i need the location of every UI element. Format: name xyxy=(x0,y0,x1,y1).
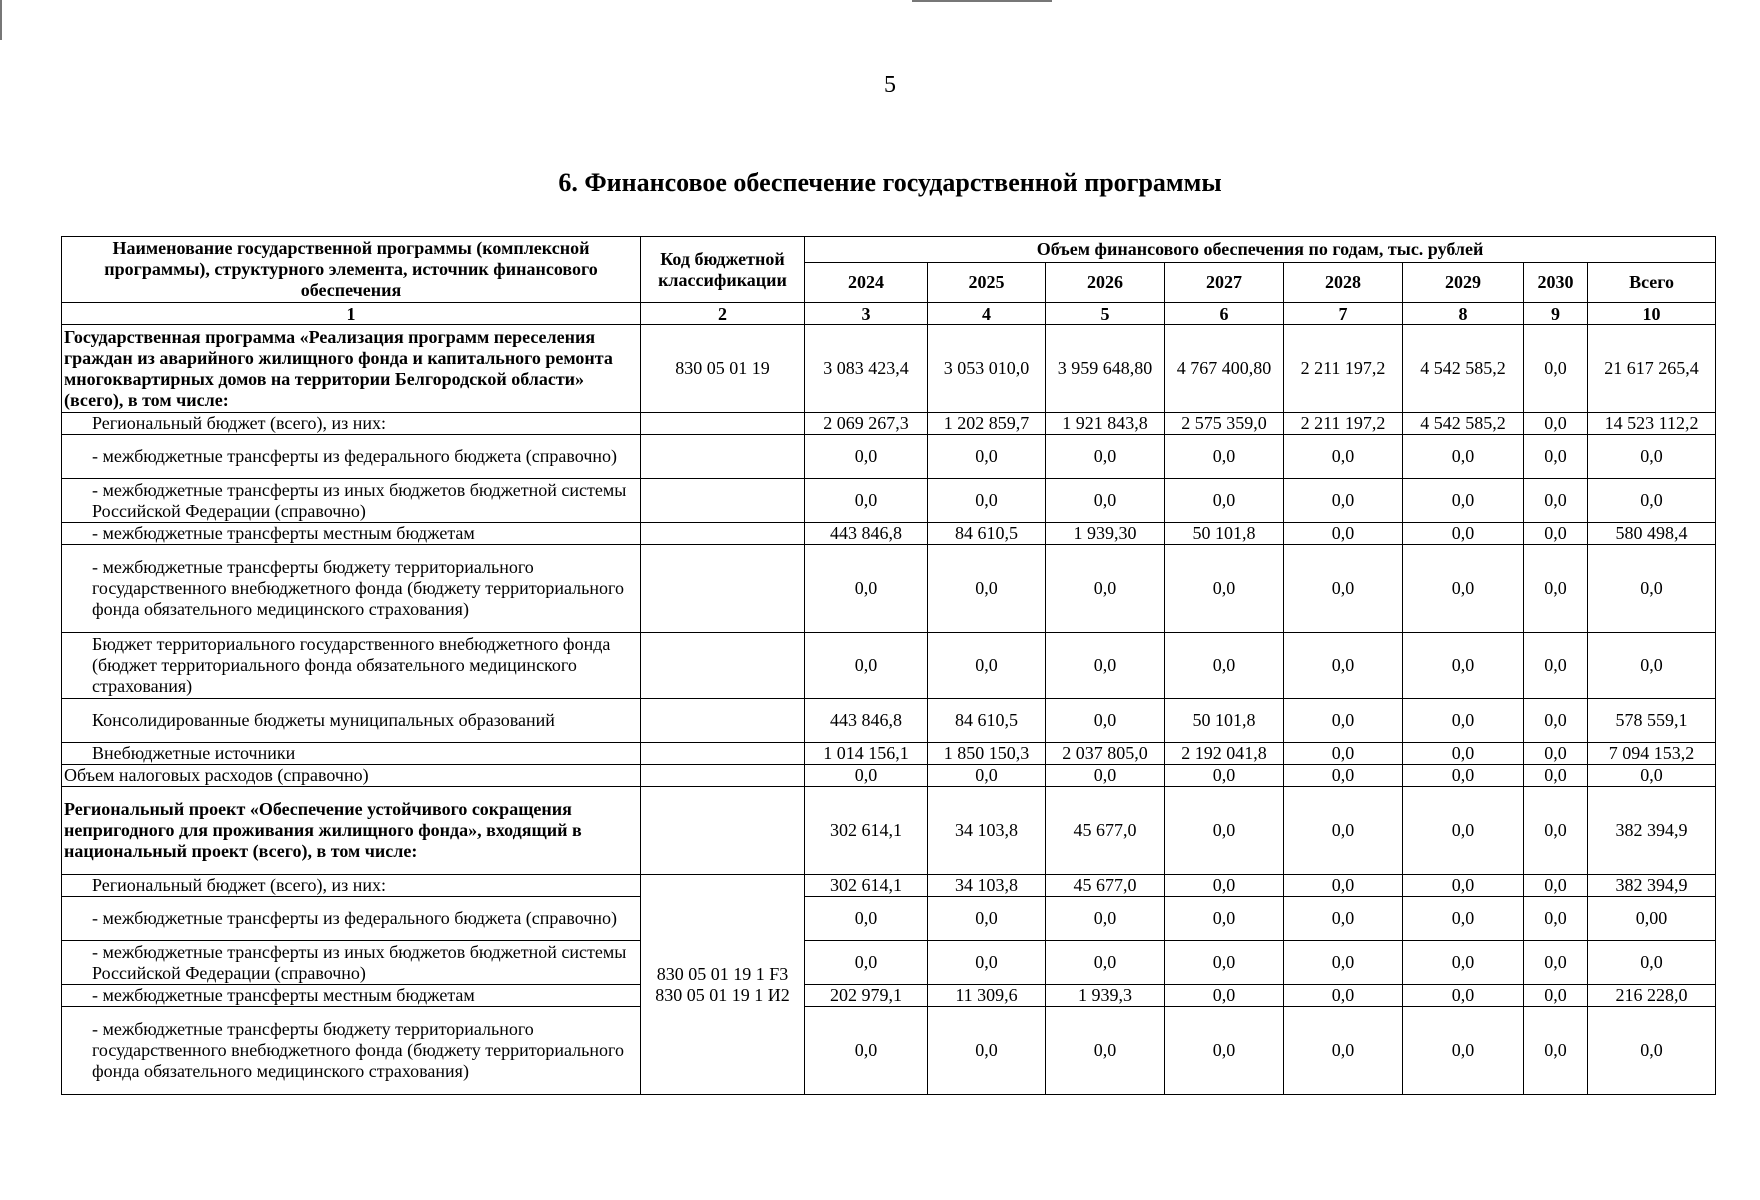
row-total: 0,00 xyxy=(1588,897,1716,941)
table-row xyxy=(62,897,1716,941)
section-title: 6. Финансовое обеспечение государственной программы xyxy=(558,168,1222,197)
table-row xyxy=(62,743,1716,765)
row-value: 0,0 xyxy=(1165,985,1284,1007)
row-value: 0,0 xyxy=(1046,941,1165,985)
row-value: 0,0 xyxy=(1524,1007,1588,1095)
row-value: 0,0 xyxy=(1403,699,1524,743)
row-value: 34 103,8 xyxy=(928,875,1046,897)
header-year: 2027 xyxy=(1165,263,1284,303)
row-name: - межбюджетные трансферты из иных бюджетов бюджетной системы Российской Федерации (справочно) xyxy=(62,479,641,523)
row-value: 0,0 xyxy=(1284,479,1403,523)
row-value: 0,0 xyxy=(1284,699,1403,743)
row-value: 0,0 xyxy=(1524,633,1588,699)
row-name: Бюджет территориального государственного внебюджетного фонда (бюджет территориального фонда обязательного медицинского страхования) xyxy=(62,633,641,699)
row-value: 0,0 xyxy=(1046,435,1165,479)
row-value: 0,0 xyxy=(1165,545,1284,633)
row-code xyxy=(641,435,805,479)
row-value: 0,0 xyxy=(1524,765,1588,787)
column-index: 2 xyxy=(641,303,805,325)
row-value: 0,0 xyxy=(1046,633,1165,699)
financial-table xyxy=(61,236,1716,1095)
row-value: 0,0 xyxy=(1524,545,1588,633)
row-value: 4 542 585,2 xyxy=(1403,325,1524,413)
row-name: - межбюджетные трансферты бюджету территориального государственного внебюджетного фонда (бюджету территориального фонда обязательного медицинского страхования) xyxy=(62,1007,641,1095)
row-value: 302 614,1 xyxy=(805,787,928,875)
row-code xyxy=(641,743,805,765)
row-code xyxy=(641,545,805,633)
row-value: 443 846,8 xyxy=(805,523,928,545)
row-value: 1 939,30 xyxy=(1046,523,1165,545)
row-value: 0,0 xyxy=(1046,545,1165,633)
row-value: 0,0 xyxy=(1403,941,1524,985)
row-value: 2 037 805,0 xyxy=(1046,743,1165,765)
header-volume-column: Объем финансового обеспечения по годам, тыс. рублей xyxy=(805,237,1716,263)
row-name: - межбюджетные трансферты из иных бюджетов бюджетной системы Российской Федерации (справочно) xyxy=(62,941,641,985)
row-value: 0,0 xyxy=(928,765,1046,787)
row-code: 830 05 01 19 xyxy=(641,325,805,413)
table-row xyxy=(62,435,1716,479)
row-total: 7 094 153,2 xyxy=(1588,743,1716,765)
row-name: Объем налоговых расходов (справочно) xyxy=(62,765,641,787)
row-total: 0,0 xyxy=(1588,941,1716,985)
row-value: 84 610,5 xyxy=(928,699,1046,743)
row-total: 580 498,4 xyxy=(1588,523,1716,545)
row-value: 0,0 xyxy=(1165,633,1284,699)
budget-code: 830 05 01 19 1 И2 xyxy=(655,984,790,1005)
table-body xyxy=(62,325,1716,1095)
row-total: 0,0 xyxy=(1588,1007,1716,1095)
column-index: 9 xyxy=(1524,303,1588,325)
row-value: 0,0 xyxy=(1046,765,1165,787)
row-value: 45 677,0 xyxy=(1046,875,1165,897)
row-value: 0,0 xyxy=(928,435,1046,479)
column-index: 10 xyxy=(1588,303,1716,325)
row-value: 0,0 xyxy=(1524,787,1588,875)
row-code xyxy=(641,523,805,545)
row-name: Государственная программа «Реализация программ переселения граждан из аварийного жилищного фонда и капитального ремонта многоквартирных домов на территории Белгородской области» (всего), в том числе: xyxy=(62,325,641,413)
row-value: 0,0 xyxy=(1284,787,1403,875)
row-name: - межбюджетные трансферты бюджету территориального государственного внебюджетного фонда (бюджету территориального фонда обязательного медицинского страхования) xyxy=(62,545,641,633)
table-row xyxy=(62,787,1716,875)
row-value: 2 575 359,0 xyxy=(1165,413,1284,435)
row-value: 0,0 xyxy=(1165,875,1284,897)
row-value: 0,0 xyxy=(805,545,928,633)
row-name: Региональный проект «Обеспечение устойчивого сокращения непригодного для проживания жилищного фонда», входящий в национальный проект (всего), в том числе: xyxy=(62,787,641,875)
row-value: 1 939,3 xyxy=(1046,985,1165,1007)
row-value: 0,0 xyxy=(1403,765,1524,787)
page-number: 5 xyxy=(884,72,896,98)
row-value: 0,0 xyxy=(1284,523,1403,545)
row-value: 3 083 423,4 xyxy=(805,325,928,413)
row-value: 0,0 xyxy=(805,1007,928,1095)
table-row xyxy=(62,523,1716,545)
row-value: 0,0 xyxy=(1524,479,1588,523)
budget-code: 830 05 01 19 1 F3 xyxy=(656,963,789,984)
row-value: 0,0 xyxy=(1524,413,1588,435)
row-value: 0,0 xyxy=(1524,897,1588,941)
row-name: Региональный бюджет (всего), из них: xyxy=(62,413,641,435)
row-value: 1 921 843,8 xyxy=(1046,413,1165,435)
header-year: 2025 xyxy=(928,263,1046,303)
row-value: 0,0 xyxy=(805,479,928,523)
row-value: 0,0 xyxy=(928,479,1046,523)
row-value: 0,0 xyxy=(1284,941,1403,985)
row-value: 1 850 150,3 xyxy=(928,743,1046,765)
row-value: 0,0 xyxy=(1284,875,1403,897)
row-value: 0,0 xyxy=(1403,897,1524,941)
row-value: 2 211 197,2 xyxy=(1284,325,1403,413)
row-code xyxy=(641,699,805,743)
row-value: 0,0 xyxy=(1284,985,1403,1007)
row-total: 216 228,0 xyxy=(1588,985,1716,1007)
header-year: 2029 xyxy=(1403,263,1524,303)
row-name: Консолидированные бюджеты муниципальных образований xyxy=(62,699,641,743)
row-value: 0,0 xyxy=(1284,545,1403,633)
row-value: 50 101,8 xyxy=(1165,699,1284,743)
row-total: 578 559,1 xyxy=(1588,699,1716,743)
row-value: 0,0 xyxy=(1165,479,1284,523)
table-row xyxy=(62,479,1716,523)
row-value: 34 103,8 xyxy=(928,787,1046,875)
row-value: 0,0 xyxy=(1046,699,1165,743)
row-total: 0,0 xyxy=(1588,633,1716,699)
row-value: 0,0 xyxy=(1524,985,1588,1007)
table-row xyxy=(62,413,1716,435)
row-value: 0,0 xyxy=(1046,479,1165,523)
row-value: 2 192 041,8 xyxy=(1165,743,1284,765)
row-total: 14 523 112,2 xyxy=(1588,413,1716,435)
row-value: 0,0 xyxy=(1403,743,1524,765)
row-value: 0,0 xyxy=(1165,897,1284,941)
row-code xyxy=(641,787,805,875)
row-value: 0,0 xyxy=(1165,435,1284,479)
column-index: 5 xyxy=(1046,303,1165,325)
table-row xyxy=(62,633,1716,699)
row-value: 1 202 859,7 xyxy=(928,413,1046,435)
row-value: 0,0 xyxy=(1165,787,1284,875)
row-value: 4 767 400,80 xyxy=(1165,325,1284,413)
header-year: 2028 xyxy=(1284,263,1403,303)
row-value: 0,0 xyxy=(1403,545,1524,633)
row-value: 0,0 xyxy=(1524,941,1588,985)
row-total: 382 394,9 xyxy=(1588,875,1716,897)
table-row xyxy=(62,1007,1716,1095)
row-value: 0,0 xyxy=(1403,435,1524,479)
row-value: 443 846,8 xyxy=(805,699,928,743)
row-value: 0,0 xyxy=(1403,787,1524,875)
row-value: 4 542 585,2 xyxy=(1403,413,1524,435)
row-value: 2 069 267,3 xyxy=(805,413,928,435)
row-code xyxy=(641,765,805,787)
row-value: 1 014 156,1 xyxy=(805,743,928,765)
header-code-column: Код бюджетной классификации xyxy=(641,237,805,303)
row-value: 0,0 xyxy=(1524,523,1588,545)
header-total: Всего xyxy=(1588,263,1716,303)
row-value: 3 053 010,0 xyxy=(928,325,1046,413)
row-value: 0,0 xyxy=(1524,435,1588,479)
row-value: 0,0 xyxy=(805,435,928,479)
row-total: 0,0 xyxy=(1588,545,1716,633)
row-total: 0,0 xyxy=(1588,479,1716,523)
row-value: 302 614,1 xyxy=(805,875,928,897)
column-index: 1 xyxy=(62,303,641,325)
row-value: 0,0 xyxy=(1284,765,1403,787)
row-total: 21 617 265,4 xyxy=(1588,325,1716,413)
row-value: 50 101,8 xyxy=(1165,523,1284,545)
row-value: 0,0 xyxy=(1403,1007,1524,1095)
table-row xyxy=(62,325,1716,413)
row-name: Внебюджетные источники xyxy=(62,743,641,765)
header-year: 2026 xyxy=(1046,263,1165,303)
scan-mark xyxy=(0,0,2,40)
row-value: 84 610,5 xyxy=(928,523,1046,545)
table-row xyxy=(62,765,1716,787)
header-year: 2030 xyxy=(1524,263,1588,303)
row-value: 11 309,6 xyxy=(928,985,1046,1007)
row-value: 0,0 xyxy=(1403,523,1524,545)
scan-mark xyxy=(912,0,1052,2)
table-row xyxy=(62,545,1716,633)
column-index: 6 xyxy=(1165,303,1284,325)
table-row xyxy=(62,875,1716,897)
row-value: 0,0 xyxy=(928,545,1046,633)
row-value: 0,0 xyxy=(1403,875,1524,897)
table-row xyxy=(62,985,1716,1007)
row-value: 3 959 648,80 xyxy=(1046,325,1165,413)
row-value: 0,0 xyxy=(805,941,928,985)
row-name: - межбюджетные трансферты местным бюджетам xyxy=(62,985,641,1007)
row-value: 0,0 xyxy=(1524,699,1588,743)
row-value: 0,0 xyxy=(1284,1007,1403,1095)
row-name: - межбюджетные трансферты из федерального бюджета (справочно) xyxy=(62,897,641,941)
row-value: 0,0 xyxy=(928,633,1046,699)
column-index: 7 xyxy=(1284,303,1403,325)
column-index: 4 xyxy=(928,303,1046,325)
row-value: 0,0 xyxy=(1165,1007,1284,1095)
column-index: 8 xyxy=(1403,303,1524,325)
row-code xyxy=(641,875,805,1095)
row-total: 0,0 xyxy=(1588,765,1716,787)
row-value: 0,0 xyxy=(928,897,1046,941)
row-code xyxy=(641,413,805,435)
row-value: 0,0 xyxy=(1524,325,1588,413)
row-value: 0,0 xyxy=(1284,743,1403,765)
row-value: 0,0 xyxy=(1403,985,1524,1007)
row-value: 2 211 197,2 xyxy=(1284,413,1403,435)
row-value: 0,0 xyxy=(1046,1007,1165,1095)
row-value: 0,0 xyxy=(1046,897,1165,941)
row-code xyxy=(641,479,805,523)
row-value: 0,0 xyxy=(1403,479,1524,523)
row-value: 45 677,0 xyxy=(1046,787,1165,875)
row-value: 0,0 xyxy=(1524,875,1588,897)
row-value: 0,0 xyxy=(1284,633,1403,699)
row-value: 0,0 xyxy=(1284,435,1403,479)
header-year: 2024 xyxy=(805,263,928,303)
row-name: - межбюджетные трансферты из федерального бюджета (справочно) xyxy=(62,435,641,479)
row-total: 382 394,9 xyxy=(1588,787,1716,875)
row-value: 202 979,1 xyxy=(805,985,928,1007)
row-name: Региональный бюджет (всего), из них: xyxy=(62,875,641,897)
row-value: 0,0 xyxy=(1165,941,1284,985)
row-value: 0,0 xyxy=(1524,743,1588,765)
row-value: 0,0 xyxy=(1284,897,1403,941)
header-name-column: Наименование государственной программы (комплексной программы), структурного элемента, источник финансового обеспечения xyxy=(62,237,641,303)
table-row xyxy=(62,699,1716,743)
row-value: 0,0 xyxy=(928,941,1046,985)
row-value: 0,0 xyxy=(805,633,928,699)
row-value: 0,0 xyxy=(805,765,928,787)
table-header xyxy=(62,237,1716,325)
row-code xyxy=(641,633,805,699)
row-value: 0,0 xyxy=(805,897,928,941)
row-value: 0,0 xyxy=(928,1007,1046,1095)
table-row xyxy=(62,941,1716,985)
row-value: 0,0 xyxy=(1403,633,1524,699)
row-total: 0,0 xyxy=(1588,435,1716,479)
column-index: 3 xyxy=(805,303,928,325)
row-value: 0,0 xyxy=(1165,765,1284,787)
row-name: - межбюджетные трансферты местным бюджетам xyxy=(62,523,641,545)
